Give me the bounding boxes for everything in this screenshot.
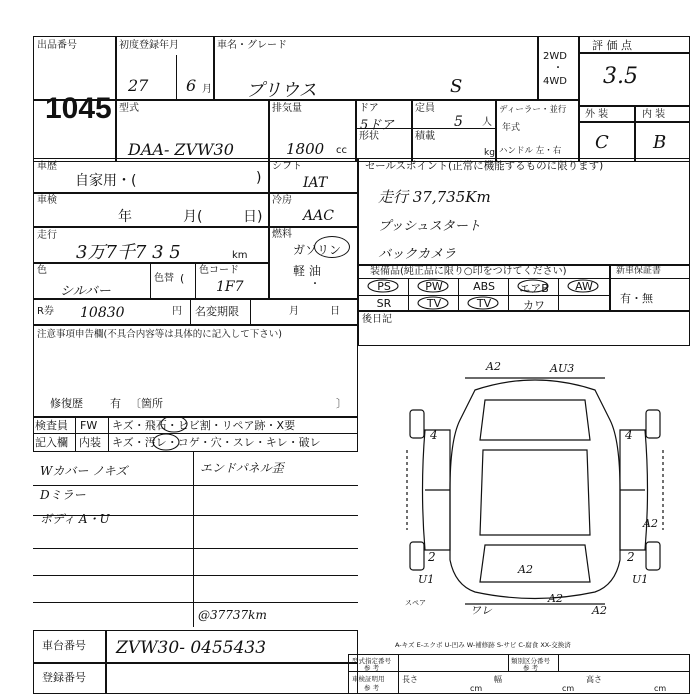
reg-year: 27 [128, 76, 149, 95]
inspector-interior: 内装 [79, 436, 101, 449]
mark-a2-front: A2 [486, 360, 501, 373]
repair-value: 有 [110, 397, 121, 410]
inspector-fw: FW [80, 419, 98, 432]
reg-label: 初度登録年月 [119, 40, 179, 51]
inspection-year: 年 [118, 209, 132, 225]
ac-label: 冷房 [272, 195, 292, 206]
equip-abs: ABS [473, 280, 495, 293]
capacity-label: 定員 [415, 103, 435, 114]
inspection-label: 車検 [37, 195, 57, 206]
fuel-gasoline: ガソリン [293, 243, 342, 257]
equip-ps: PS [377, 280, 391, 293]
length-unit: cm [470, 684, 483, 693]
equip-tv-2: TV [476, 297, 492, 310]
mark-a2-lower: A2 [548, 592, 563, 605]
reg-month: 6 [186, 76, 197, 95]
car-damage-diagram [405, 360, 665, 620]
sales-line-3: バックカメラ [378, 247, 457, 262]
engine-label: 排気量 [272, 103, 302, 114]
dealer-label: ディーラー・並行 [499, 105, 567, 115]
width-unit: cm [562, 684, 575, 693]
class-ref: 参 考 [523, 664, 539, 672]
mark-crack: ワレ [470, 604, 492, 617]
registration-label: 登録番号 [42, 671, 86, 684]
sales-line-2: プッシュスタート [378, 219, 481, 234]
mileage-value: 3万7千7 3 5 [76, 242, 181, 263]
color-code-label: 色コード [199, 265, 239, 276]
inspection-day: 日) [243, 209, 263, 225]
back-notes-block [358, 310, 690, 346]
repair-place: 〔箇所 [130, 397, 163, 410]
load-label: 積載 [415, 131, 435, 142]
doors-value: 5ドア [360, 118, 394, 133]
inspector-label: 検査員 [35, 419, 68, 432]
inspector-items: キズ・飛石・ヒビ割・リペア跡・X要 [112, 419, 296, 432]
mileage-unit: km [232, 250, 248, 261]
height-unit: cm [654, 684, 667, 693]
warranty-value: 有・無 [620, 292, 653, 305]
color-change-label: 色替 [154, 273, 174, 284]
mark-u1-left: U1 [418, 573, 435, 586]
history-value: 自家用・( [75, 173, 137, 189]
mark-spare: スペア [405, 599, 426, 607]
equip-sr: SR [376, 297, 392, 310]
handle-label: ハンドル 左・右 [499, 146, 562, 156]
shift-label: シフト [272, 161, 302, 172]
equip-aw: AW [575, 280, 593, 293]
color-label: 色 [37, 265, 47, 276]
remark-right-1: エンドパネル歪 [200, 461, 284, 475]
inspector-circle-marks [150, 416, 210, 452]
color-code: 1F7 [216, 279, 244, 295]
year-label: 年式 [502, 123, 521, 133]
recycle-unit: 円 [172, 306, 182, 317]
ext-label: 外 装 [585, 109, 609, 120]
name-change-month: 月 [289, 306, 299, 317]
load-unit: kg [484, 148, 495, 158]
type-ref: 参 考 [364, 664, 380, 672]
cert-label: 車検証明用 [352, 675, 385, 683]
shape-label: 形状 [359, 131, 379, 142]
width-label: 幅 [494, 675, 502, 684]
inspector-label-2: 記入欄 [35, 436, 68, 449]
sales-line-1: 走行 37,735Km [378, 188, 491, 206]
drive-4wd: 4WD [543, 76, 567, 87]
cert-ref: 参 考 [364, 684, 380, 692]
mark-au3: AU3 [550, 362, 575, 375]
drive-2wd: 2WD [543, 51, 567, 62]
name-change-day: 日 [330, 306, 340, 317]
history-label: 車歴 [37, 161, 57, 172]
equip-tv: TV [426, 297, 442, 310]
int-score: B [653, 132, 667, 153]
shift-value: IAT [303, 175, 328, 191]
gasoline-circle [314, 236, 350, 258]
mileage-label: 走行 [37, 230, 57, 241]
repair-close: 〕 [336, 397, 347, 410]
car-name: プリウス [246, 80, 317, 101]
doors-label: ドア [359, 103, 379, 114]
color-value: シルバー [60, 284, 111, 299]
inspection-month: 月( [183, 209, 203, 225]
mark-u1-right: U1 [632, 573, 649, 586]
reg-month-unit: 月 [202, 84, 212, 95]
capacity-unit: 人 [482, 117, 492, 128]
mark-a2-rear: A2 [518, 563, 533, 576]
car-grade: S [450, 76, 463, 97]
inspector-items-2: キズ・汚レ・コゲ・穴・スレ・キレ・破レ [112, 436, 321, 449]
warranty-label: 新車保証書 [616, 266, 662, 276]
color-change-value: ( [180, 272, 185, 285]
legend: A-キズ E-エクボ U-凹み W-補修跡 S-サビ C-腐食 XX-交換済 [395, 641, 571, 649]
score-value: 3.5 [603, 64, 638, 89]
lot-label: 出品番号 [37, 40, 77, 51]
class-label: 類別区分番号 [511, 657, 550, 665]
mark-4-right: 4 [625, 428, 633, 442]
equipment-circle-marks [358, 278, 609, 312]
remark-left-1: Wカバー ノキズ [40, 464, 128, 478]
ac-value: AAC [303, 208, 334, 224]
mark-4-left: 4 [430, 428, 438, 442]
equip-pw: PW [425, 280, 443, 293]
remark-left-2: Dミラー [40, 488, 86, 502]
type-label: 型式指定番号 [352, 657, 391, 665]
engine-value: 1800 [286, 140, 325, 158]
length-label: 長さ [402, 675, 418, 684]
ext-score: C [595, 132, 609, 153]
equipment-label: 装備品(純正品に限り○印をつけてください) [370, 266, 567, 277]
fuel-diesel: 軽 油 [293, 264, 321, 278]
model-label: 型式 [119, 103, 139, 114]
odometer-note: @37737km [198, 608, 267, 622]
drive-dot: ・ [553, 63, 563, 74]
chassis-value: ZVW30- 0455433 [116, 638, 267, 658]
name-change-label: 名変期限 [195, 305, 239, 318]
sales-label: セールスポイント(正常に機能するものに限ります) [365, 160, 604, 172]
chassis-label: 車台番号 [42, 639, 86, 652]
mark-2-left: 2 [428, 550, 436, 564]
height-label: 高さ [586, 675, 602, 684]
recycle-value: 10830 [80, 305, 125, 321]
equip-airbag: エアB [519, 282, 549, 295]
remark-left-3: ボディ A・U [40, 512, 110, 526]
mark-a2-bottom: A2 [592, 604, 607, 617]
int-label: 内 装 [642, 109, 666, 120]
car-label: 車名・グレード [217, 40, 287, 51]
recycle-label: R券 [37, 306, 54, 317]
mark-2-right: 2 [627, 550, 635, 564]
engine-unit: cc [336, 145, 347, 156]
fuel-dot: ・ [310, 279, 320, 290]
repair-label: 修復歴 [50, 397, 83, 410]
lot-number: 1045 [45, 92, 112, 125]
model-value: DAA- ZVW30 [128, 140, 234, 159]
equip-leather: カワ [523, 299, 545, 312]
capacity-value: 5 [454, 114, 463, 130]
history-close: ) [256, 170, 262, 186]
fuel-label: 燃料 [272, 229, 292, 240]
mark-a2-right: A2 [643, 517, 658, 530]
notes-label: 注意事項申告欄(不具合内容等は具体的に記入して下さい) [37, 329, 282, 340]
back-notes-label: 後日記 [362, 314, 392, 325]
score-label: 評 価 点 [592, 39, 632, 52]
